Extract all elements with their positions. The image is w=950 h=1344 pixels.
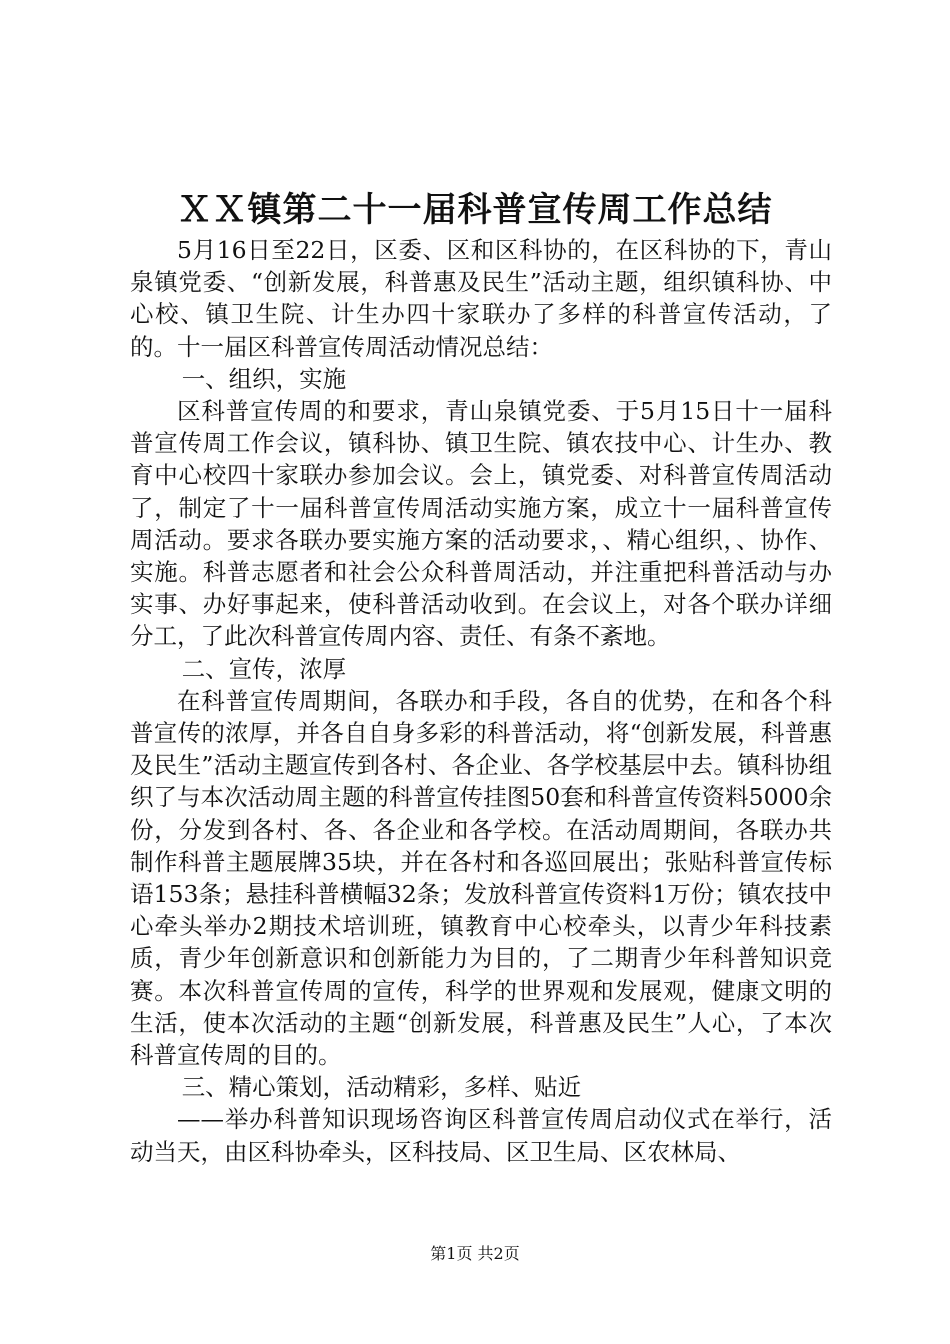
paragraph: ——举办科普知识现场咨询区科普宣传周启动仪式在举行，活动当天，由区科协牵头，区科技局、区卫生局、区农林局、 (130, 1105, 832, 1166)
page-number-footer: 第1页 共2页 (430, 1244, 520, 1263)
document-body (130, 234, 832, 1168)
paragraph: 5月16日至22日，区委、区和区科协的，在区科协的下，青山泉镇党委、“创新发展，科普惠及民生”活动主题，组织镇科协、中心校、镇卫生院、计生办四十家联办了多样的科普宣传活动，了的。十一届区科普宣传周活动情况总结： (130, 236, 832, 361)
section-heading: 一、组织，实施 (181, 364, 347, 393)
page-title: ＸＸ镇第二十一届科普宣传周工作总结 (177, 190, 773, 230)
section-heading: 二、宣传，浓厚 (181, 654, 347, 683)
section-heading: 三、精心策划，活动精彩，多样、贴近 (181, 1073, 582, 1102)
paragraph: 在科普宣传周期间，各联办和手段，各自的优势，在和各个科普宣传的浓厚，并各自自身多彩的科普活动，将“创新发展，科普惠及民生”活动主题宣传到各村、各企业、各学校基层中去。镇科协组织了与本次活动周主题的科普宣传挂图50套和科普宣传资料5000余份，分发到各村、各、各企业和各学校。在活动周期间，各联办共制作科普主题展牌35块，并在各村和各巡回展出；张贴科普宣传标语153条；悬挂科普横幅32条；发放科普宣传资料1万份；镇农技中心牵头举办2期技术培训班，镇教育中心校牵头，以青少年科技素质，青少年创新意识和创新能力为目的，了二期青少年科普知识竞赛。本次科普宣传周的宣传，科学的世界观和发展观，健康文明的生活，使本次活动的主题“创新发展，科普惠及民生”人心，了本次科普宣传周的目的。 (130, 686, 832, 1070)
paragraph: 区科普宣传周的和要求，青山泉镇党委、于5月15日十一届科普宣传周工作会议，镇科协、镇卫生院、镇农技中心、计生办、教育中心校四十家联办参加会议。会上，镇党委、对科普宣传周活动了，制定了十一届科普宣传周活动实施方案，成立十一届科普宣传周活动。要求各联办要实施方案的活动要求，、精心组织，、协作、实施。科普志愿者和社会公众科普周活动，并注重把科普活动与办实事、办好事起来，使科普活动收到。在会议上，对各个联办详细分工，了此次科普宣传周内容、责任、有条不紊地。 (130, 397, 832, 651)
